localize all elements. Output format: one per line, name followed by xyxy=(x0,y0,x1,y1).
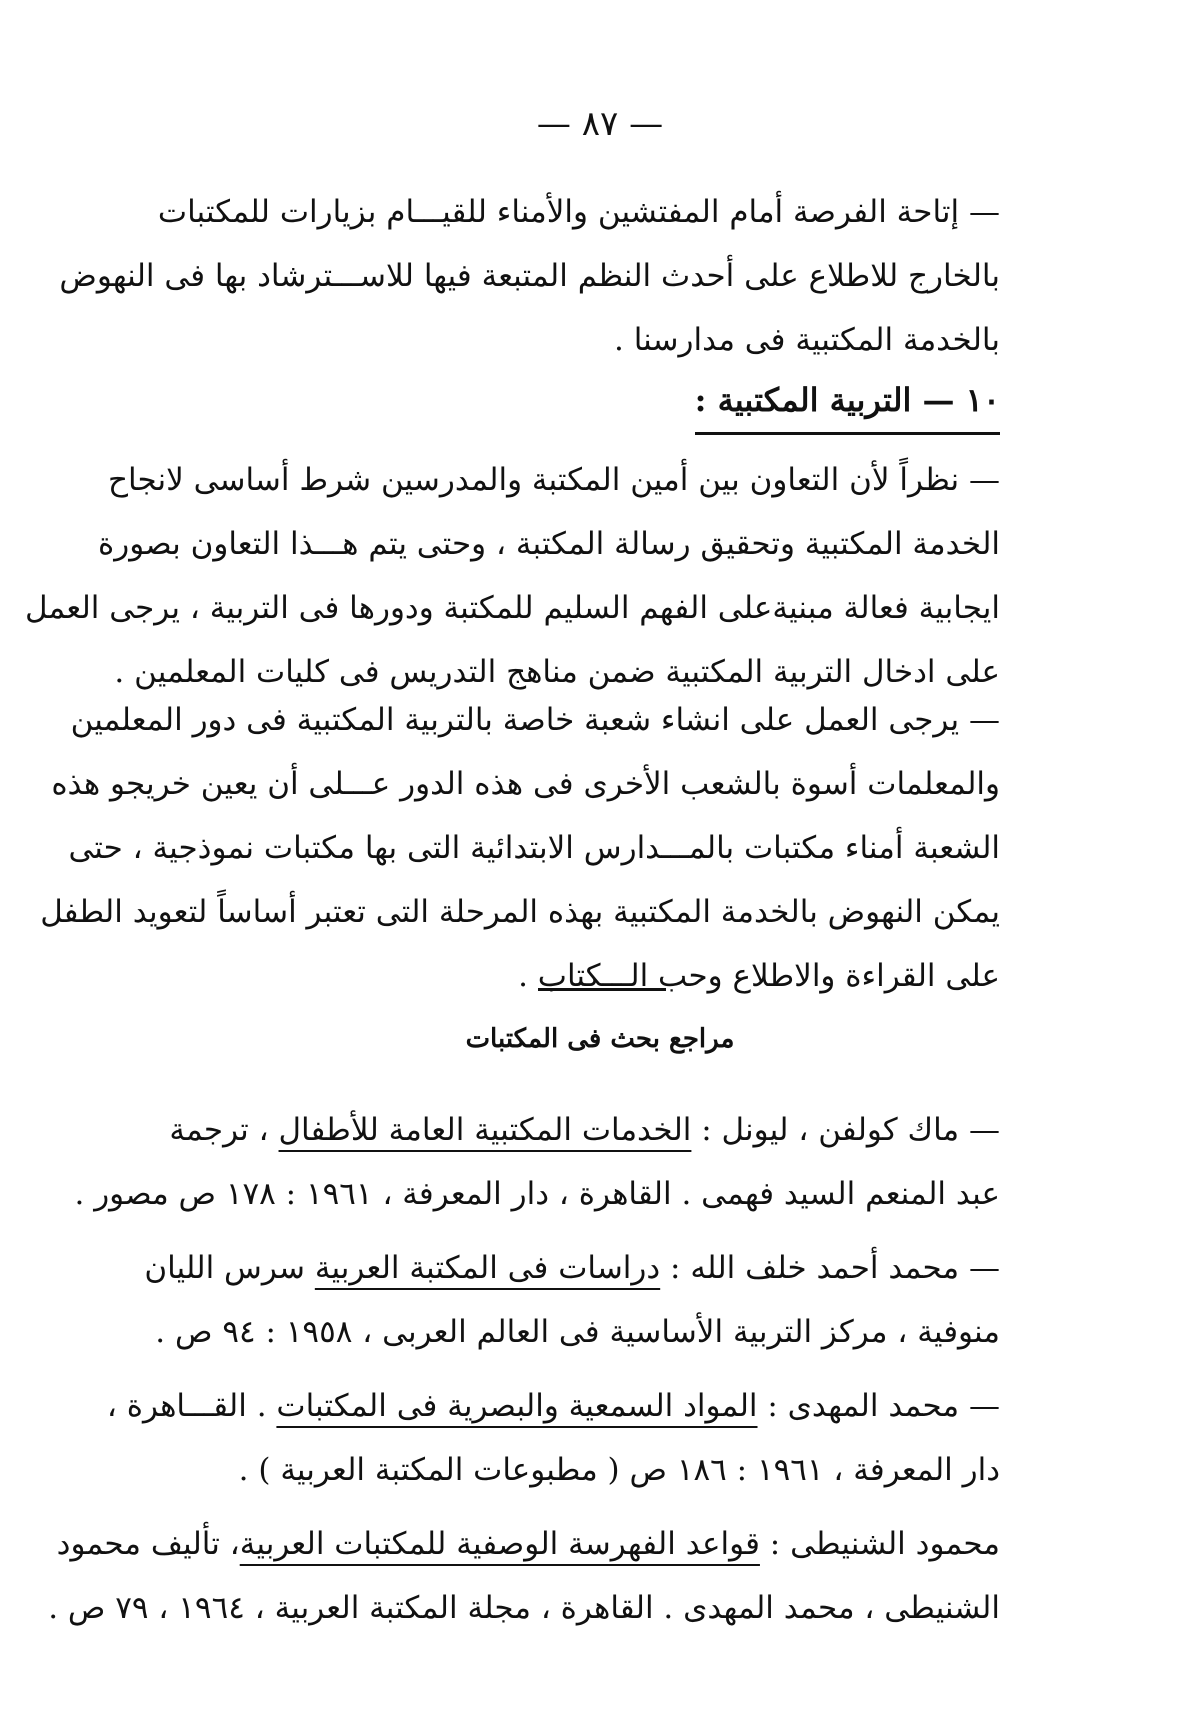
paragraph-line: الشعبة أمناء مكتبات بالمـــدارس الابتدائية التى بها مكتبات نموذجية ، حتى xyxy=(68,830,1000,866)
intro-paragraph xyxy=(59,180,1000,372)
paragraph-line: والمعلمات أسوة بالشعب الأخرى فى هذه الدور عـــلى أن يعين خريجو هذه xyxy=(51,766,1000,802)
paragraph-line: يمكن النهوض بالخدمة المكتبية بهذه المرحلة التى تعتبر أساساً لتعويد الطفل xyxy=(40,894,1000,930)
reference-entry xyxy=(106,1374,1000,1502)
section-heading: ١٠ — التربية المكتبية : xyxy=(695,374,1000,435)
reference-suffix: . القـــاهرة ، xyxy=(106,1388,277,1424)
reference-line-1 xyxy=(144,1236,1000,1300)
paragraph-line: على القراءة والاطلاع وحب الـــكتاب . xyxy=(518,958,1000,994)
paragraph-line: الخدمة المكتبية وتحقيق رسالة المكتبة ، وحتى يتم هـــذا التعاون بصورة xyxy=(98,526,1000,562)
reference-entry xyxy=(48,1512,1000,1640)
reference-line-2: منوفية ، مركز التربية الأساسية فى العالم العربى ، ١٩٥٨ : ٩٤ ص . xyxy=(155,1314,1000,1350)
reference-line-2: دار المعرفة ، ١٩٦١ : ١٨٦ ص ( مطبوعات المكتبة العربية ) . xyxy=(238,1452,1000,1488)
reference-title: قواعد الفهرسة الوصفية للمكتبات العربية xyxy=(239,1526,760,1562)
paragraph-line: — إتاحة الفرصة أمام المفتشين والأمناء للقيـــام بزيارات للمكتبات xyxy=(157,194,1000,230)
reference-line-1 xyxy=(169,1098,1000,1162)
reference-title: دراسات فى المكتبة العربية xyxy=(314,1250,661,1286)
reference-entry xyxy=(144,1236,1000,1364)
reference-entry xyxy=(74,1098,1000,1226)
paragraph-line: بالخدمة المكتبية فى مدارسنا . xyxy=(614,322,1000,358)
reference-author: — ماك كولفن ، ليونل : xyxy=(691,1112,1000,1148)
reference-author: — محمد أحمد خلف الله : xyxy=(660,1250,1000,1286)
reference-line-2: عبد المنعم السيد فهمى . القاهرة ، دار المعرفة ، ١٩٦١ : ١٧٨ ص مصور . xyxy=(74,1176,1000,1212)
reference-author: محمود الشنيطى : xyxy=(759,1526,1000,1562)
reference-suffix: ، تأليف محمود xyxy=(56,1526,240,1562)
reference-line-1 xyxy=(56,1512,1000,1576)
reference-author: — محمد المهدى : xyxy=(757,1388,1000,1424)
paragraph-line: — نظراً لأن التعاون بين أمين المكتبة والمدرسين شرط أساسى لانجاح xyxy=(108,462,1000,498)
references-heading: مراجع بحث فى المكتبات xyxy=(465,1024,735,1054)
reference-title: الخدمات المكتبية العامة للأطفال xyxy=(278,1112,692,1148)
reference-suffix: سرس الليان xyxy=(144,1250,315,1286)
paragraph-library-education xyxy=(24,448,1000,704)
reference-title: المواد السمعية والبصرية فى المكتبات xyxy=(276,1388,758,1424)
paragraph-line: على ادخال التربية المكتبية ضمن مناهج التدريس فى كليات المعلمين . xyxy=(114,654,1000,690)
paragraph-teacher-colleges xyxy=(40,688,1000,1008)
paragraph-line: بالخارج للاطلاع على أحدث النظم المتبعة فيها للاســـترشاد بها فى النهوض xyxy=(59,258,1000,294)
reference-suffix: ، ترجمة xyxy=(169,1112,279,1148)
section-divider xyxy=(538,988,666,991)
page-number: — ٨٧ — xyxy=(536,104,664,144)
reference-line-2: الشنيطى ، محمد المهدى . القاهرة ، مجلة المكتبة العربية ، ١٩٦٤ ، ٧٩ ص . xyxy=(48,1590,1000,1626)
reference-line-1 xyxy=(106,1374,1000,1438)
paragraph-line: — يرجى العمل على انشاء شعبة خاصة بالتربية المكتبية فى دور المعلمين xyxy=(70,702,1000,738)
paragraph-line: ايجابية فعالة مبنيةعلى الفهم السليم للمكتبة ودورها فى التربية ، يرجى العمل xyxy=(24,590,1000,626)
